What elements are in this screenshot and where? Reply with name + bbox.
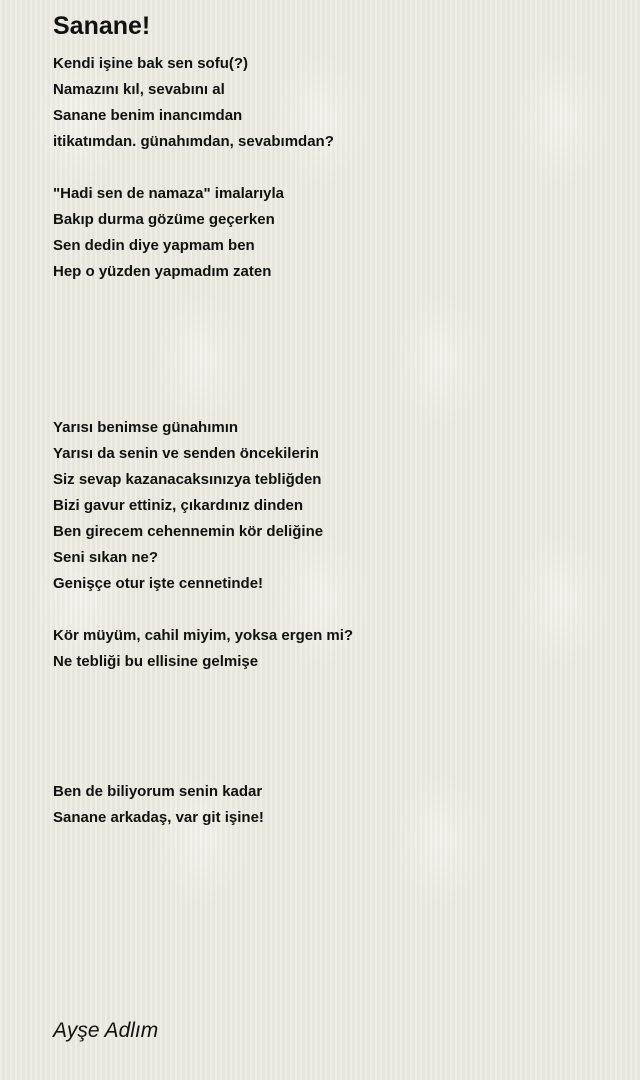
- poem-line: Sanane benim inancımdan: [53, 107, 243, 124]
- poem-title: Sanane!: [53, 12, 151, 40]
- poem-line: Seni sıkan ne?: [53, 549, 159, 566]
- poem-line: Bakıp durma gözüme geçerken: [53, 211, 275, 228]
- poem-line: Yarısı da senin ve senden öncekilerin: [53, 445, 319, 462]
- poem-line: Kendi işine bak sen sofu(?): [53, 55, 249, 72]
- poem-line: Sanane arkadaş, var git işine!: [53, 809, 264, 826]
- poem-line: Ben girecem cehennemin kör deliğine: [53, 523, 324, 540]
- stanza-spacer: [53, 701, 613, 779]
- stanza-1: [53, 51, 613, 155]
- poem-body: [53, 51, 613, 857]
- poem-line: Genişçe otur işte cennetinde!: [53, 575, 264, 592]
- poem-line: "Hadi sen de namaza" imalarıyla: [53, 185, 284, 202]
- poem-line: Namazını kıl, sevabını al: [53, 81, 225, 98]
- poem-line: Yarısı benimse günahımın: [53, 419, 239, 436]
- stanza-5: [53, 779, 613, 831]
- poem-line: Hep o yüzden yapmadım zaten: [53, 263, 272, 280]
- poem-line: Ne tebliği bu ellisine gelmişe: [53, 653, 259, 670]
- author-name: Ayşe Adlım: [53, 1019, 159, 1042]
- poem-line: Sen dedin diye yapmam ben: [53, 237, 255, 254]
- poem-line: Ben de biliyorum senin kadar: [53, 783, 263, 800]
- poem-line: Siz sevap kazanacaksınızya tebliğden: [53, 471, 322, 488]
- poem-line: Kör müyüm, cahil miyim, yoksa ergen mi?: [53, 627, 354, 644]
- stanza-2: [53, 181, 613, 285]
- poem-line: Bizi gavur ettiniz, çıkardınız dinden: [53, 497, 304, 514]
- stanza-spacer: [53, 311, 613, 415]
- stanza-3: [53, 415, 613, 597]
- poem-line: itikatımdan. günahımdan, sevabımdan?: [53, 133, 334, 150]
- stanza-4: [53, 623, 613, 675]
